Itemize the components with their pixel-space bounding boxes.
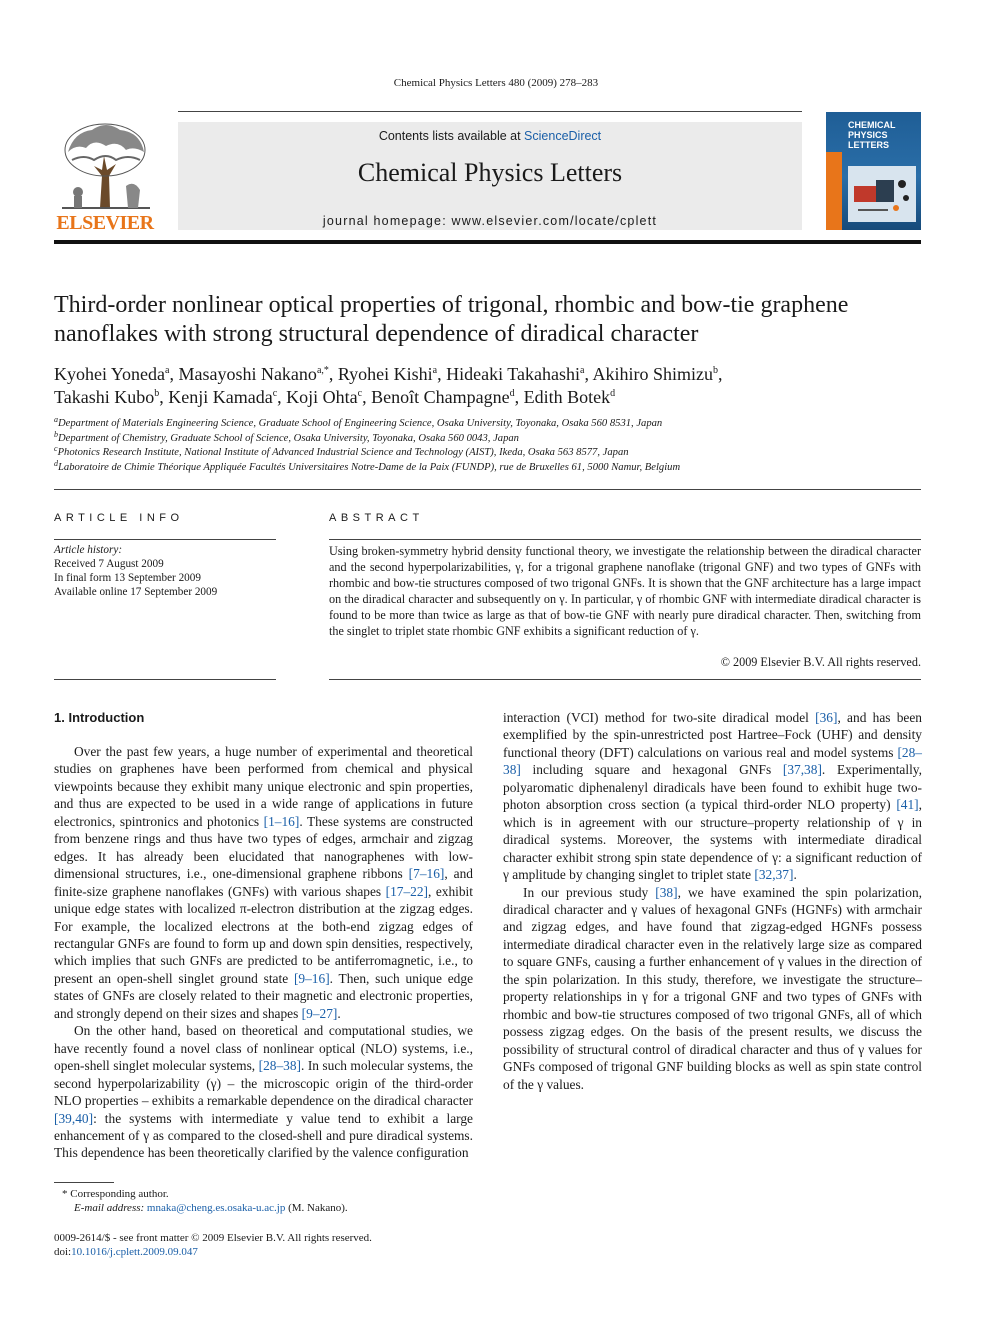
- doi-line: [54, 1245, 654, 1259]
- journal-cover-thumbnail: [826, 112, 921, 230]
- author-separator: ,: [159, 387, 169, 407]
- article-info-rule: [54, 539, 276, 540]
- affiliation-text: Laboratoire de Chimie Théorique Appliquée Facultés Universitaires Notre-Dame de la Paix (FUNDP), rue de Bruxelles 61, 5000 Namur, Belgium: [58, 461, 681, 473]
- author-affiliation-mark: d: [509, 388, 515, 399]
- author-affiliation-mark: d: [610, 388, 616, 399]
- affiliation-text: Photonics Research Institute, National Institute of Advanced Industrial Science and Technology (AIST), Ikeda, Osaka 563 8577, Japan: [57, 447, 629, 458]
- abstract-copyright: © 2009 Elsevier B.V. All rights reserved.: [720, 655, 921, 669]
- citation-link[interactable]: [9–27]: [301, 1005, 338, 1021]
- paragraph-text: including square and hexagonal GNFs: [520, 762, 783, 778]
- author-separator: ,: [277, 387, 287, 407]
- journal-title: Chemical Physics Letters: [357, 158, 623, 187]
- paragraph-text: . Experimentally, polyaromatic diphenalenyl diradicals have been found to exhibit huge two-photon absorption cross section (a typical third-order NLO property): [503, 762, 922, 813]
- abstract-text: Using broken-symmetry hybrid density functional theory, we investigate the relationship between the diradical character and the second hyperpolarizabilities, γ, for a trigonal graphene nanoflake (trigonal GNF) and two types of GNFs with rhombic and bow-tie structures composed of two trigonal GNFs. It is shown that the GNF architecture has a large impact on the diradical character and subsequently on γ. In particular, γ of rhombic GNF with intermediate diradical character is found to be more than twice as large as that of bow-tie GNF with nearly pure diradical character. Then, switching from the singlet to triplet state rhombic GNF exhibits a significant reduction of γ.: [329, 544, 921, 638]
- email-suffix: (M. Nakano).: [285, 1202, 348, 1214]
- header-rule: [178, 111, 802, 112]
- corresponding-author-note: * Corresponding author.: [62, 1188, 169, 1200]
- body-column-right: [503, 709, 922, 1093]
- paragraph-text: , which is in agreement with our structure–property relationship of γ in diradical systems. Moreover, the systems with intermediate diradical character exhibit strong spin state dependence of γ: a significant reduction of γ amplitude by changing singlet to triplet state: [503, 797, 922, 883]
- cover-title: [848, 120, 896, 150]
- author-affiliation-mark: a: [432, 365, 438, 376]
- journal-masthead: [178, 122, 802, 230]
- article-title: [54, 291, 924, 349]
- author-name[interactable]: Kenji Kamada: [168, 387, 273, 407]
- affiliation-item: [54, 458, 924, 476]
- body-paragraph: [54, 1022, 473, 1162]
- author-separator: ,: [362, 387, 372, 407]
- author-separator: ,: [169, 364, 179, 384]
- abstract-label: ABSTRACT: [329, 512, 424, 524]
- footnote: [54, 1187, 494, 1215]
- citation-link[interactable]: [1–16]: [263, 813, 300, 829]
- author-affiliation-mark: a: [165, 365, 170, 376]
- cover-art-icon: [848, 166, 916, 222]
- history-final-form: In final form 13 September 2009: [54, 572, 201, 584]
- author-separator: ,: [328, 364, 338, 384]
- author-affiliation-mark: b: [712, 365, 718, 376]
- paragraph-text: . Then, such unique edge states of GNFs are closely related to their magnetic and electronic properties, and strongly depend on their sizes and shapes: [54, 970, 474, 1021]
- affiliation-key: d: [54, 458, 58, 468]
- body-paragraph-continued: [503, 709, 922, 884]
- affiliation-item: [54, 429, 924, 447]
- doi-prefix: doi:: [54, 1246, 72, 1258]
- cover-strip: [826, 152, 842, 230]
- author-name[interactable]: Benoît Champagne: [371, 387, 510, 407]
- author-name[interactable]: Akihiro Shimizu: [592, 364, 713, 384]
- email-label: E-mail address:: [74, 1202, 147, 1214]
- author-separator: ,: [514, 387, 524, 407]
- body-column-left: [54, 743, 473, 1162]
- author-name[interactable]: Edith Botek: [523, 387, 611, 407]
- affiliation-list: [54, 417, 924, 475]
- author-separator: ,: [584, 364, 593, 384]
- body-paragraph: [54, 743, 473, 1022]
- author-separator: ,: [717, 364, 723, 384]
- author-affiliation-mark: b: [154, 388, 160, 399]
- journal-citation: Chemical Physics Letters 480 (2009) 278–283: [393, 77, 599, 89]
- footnote-rule: [54, 1182, 114, 1183]
- affiliation-key: c: [54, 444, 58, 453]
- paragraph-text: , we have examined the spin polarization, diradical character and γ values of hexagonal GNFs (HGNFs) with armchair and zigzag edges, and have found that zigzag-edged HGNFs possess intermediate diradical character even in the relatively large size as compared to square GNFs, causing a further enhancement of γ values in the direction of the spin polarization. In this study, therefore, we investigate the structure–property relationships in γ for a trigonal GNF and two types of GNFs with rhombic and bow-tie structures composed of two trigonal GNFs, all of which possess zigzag edges. On the basis of the present results, we discuss the possibility of structural control of diradical character and thus of γ values for GNFs composed of trigonal GNF building blocks as well as spin state control of the γ values.: [503, 884, 922, 1092]
- contents-line: [178, 129, 802, 143]
- paragraph-text: interaction (VCI) method for two-site diradical model: [503, 710, 816, 725]
- citation-link[interactable]: [7–16]: [408, 866, 445, 882]
- citation-link[interactable]: [9–16]: [293, 970, 330, 986]
- affiliation-text: Department of Materials Engineering Science, Graduate School of Engineering Science, Osaka University, Toyonaka, Osaka 560 8531, Japan: [58, 418, 663, 429]
- article-title-line: nanoflakes with strong structural dependence of diradical character: [54, 321, 699, 347]
- history-online: Available online 17 September 2009: [54, 586, 218, 598]
- paragraph-text: . In such molecular systems, the second hyperpolarizability (γ) – the microscopic origin of the third-order NLO properties – exhibits a remarkable dependence on the diradical character: [54, 1058, 473, 1109]
- affiliation-key: b: [54, 429, 58, 439]
- article-info-label: ARTICLE INFO: [54, 512, 184, 524]
- body-paragraph: [503, 884, 922, 1093]
- masthead-thick-rule: [54, 240, 921, 244]
- author-affiliation-mark: a: [580, 365, 585, 376]
- history-heading: Article history:: [54, 544, 123, 556]
- article-title-line: Third-order nonlinear optical properties of trigonal, rhombic and bow-tie graphene: [54, 292, 849, 318]
- paragraph-text: .: [793, 867, 797, 883]
- cover-title-line: CHEMICAL: [848, 120, 896, 130]
- paragraph-text: . These systems are constructed from benzene rings and thus have two types of edges, armchair and zigzag edges. It has already been elucidated that nanographenes with low-dimensional structures, i.e., one-dimensional graphene ribbons: [54, 813, 473, 882]
- affiliation-key: a: [54, 415, 58, 424]
- citation-link[interactable]: [36]: [815, 710, 838, 725]
- sciencedirect-link[interactable]: ScienceDirect: [524, 129, 602, 143]
- citation-link[interactable]: [37,38]: [782, 762, 822, 778]
- tree-icon: [54, 116, 156, 212]
- author-name[interactable]: Ryohei Kishi: [337, 364, 433, 384]
- citation-link[interactable]: [17–22]: [385, 883, 429, 899]
- article-history: [54, 543, 276, 599]
- email-line: [54, 1201, 494, 1215]
- cover-title-line: PHYSICS: [848, 130, 888, 140]
- paragraph-text: , exhibit unique edge states with localized π-electron distribution at the zigzag edges. For example, the localized electrons at the both-end zigzag edges of rectangular GNFs are found to form up and down spin densities, respectively, which implies that such GNFs are predicted to be antiferromagnetic, i.e., to present an open-shell singlet ground state: [54, 883, 474, 986]
- citation-link[interactable]: [28–38]: [503, 744, 922, 778]
- affiliation-item: [54, 417, 924, 432]
- author-name[interactable]: Kyohei Yoneda: [54, 364, 165, 384]
- paragraph-text: , and finite-size graphene nanoflakes (GNFs) with various shapes: [54, 866, 473, 899]
- author-name[interactable]: Masayoshi Nakano: [178, 364, 317, 384]
- author-name[interactable]: Takashi Kubo: [54, 387, 155, 407]
- issn-line: 0009-2614/$ - see front matter © 2009 Elsevier B.V. All rights reserved.: [54, 1232, 372, 1244]
- contents-prefix: Contents lists available at: [378, 129, 525, 143]
- paragraph-text: In our previous study: [523, 884, 656, 900]
- abstract-bottom-rule: [329, 679, 921, 680]
- paragraph-text: : the systems with intermediate y value tend to exhibit a large enhancement of γ as compared to the closed-shell and pure diradical systems. This dependence has been theoretically clarified by the valence configuration: [54, 1110, 473, 1161]
- abstract-rule: [329, 539, 921, 540]
- author-name[interactable]: Koji Ohta: [286, 387, 358, 407]
- author-affiliation-mark: c: [357, 388, 363, 399]
- author-affiliation-mark: a,*: [316, 365, 329, 376]
- affiliation-item: [54, 446, 924, 461]
- paragraph-text: , and has been exemplified by the spin-unrestricted post Hartree–Fock (UHF) and density functional theory (DFT) calculations on various real and model systems: [503, 710, 922, 760]
- affiliation-text: Department of Chemistry, Graduate School of Science, Osaka University, Toyonaka, Osaka 560 0043, Japan: [58, 432, 519, 444]
- citation-link[interactable]: [41]: [896, 797, 919, 813]
- citation-link[interactable]: [28–38]: [258, 1058, 302, 1074]
- paragraph-text: On the other hand, based on theoretical and computational studies, we have recently found a novel class of nonlinear optical (NLO) systems, i.e., open-shell singlet molecular systems,: [54, 1023, 473, 1074]
- paragraph-text: Over the past few years, a huge number of experimental and theoretical studies on graphenes have been performed from chemical and physical viewpoints because they exhibit many unique electronic and spin properties, and thus are expected to be used in a wide range of applications in future electronics, spintronics and photonics: [54, 744, 473, 829]
- journal-homepage[interactable]: journal homepage: www.elsevier.com/locate/cplett: [322, 214, 658, 228]
- cover-title-line: LETTERS: [848, 140, 890, 150]
- section-heading: 1. Introduction: [54, 710, 145, 725]
- author-name[interactable]: Hideaki Takahashi: [446, 364, 580, 384]
- author-separator: ,: [437, 364, 447, 384]
- author-affiliation-mark: c: [272, 388, 278, 399]
- history-received: Received 7 August 2009: [54, 558, 164, 570]
- author-list: [54, 363, 924, 409]
- bottom-metadata: [54, 1231, 654, 1259]
- citation-link[interactable]: [32,37]: [754, 867, 794, 883]
- doi-link[interactable]: 10.1016/j.cplett.2009.09.047: [71, 1246, 198, 1258]
- article-info-bottom-rule: [54, 679, 276, 680]
- citation-link[interactable]: [39,40]: [54, 1110, 94, 1126]
- section-rule: [54, 489, 921, 490]
- email-link[interactable]: mnaka@cheng.es.osaka-u.ac.jp: [146, 1202, 286, 1214]
- citation-link[interactable]: [38]: [655, 884, 678, 900]
- publisher-logo-text: ELSEVIER: [56, 212, 154, 234]
- paragraph-text: .: [337, 1005, 341, 1021]
